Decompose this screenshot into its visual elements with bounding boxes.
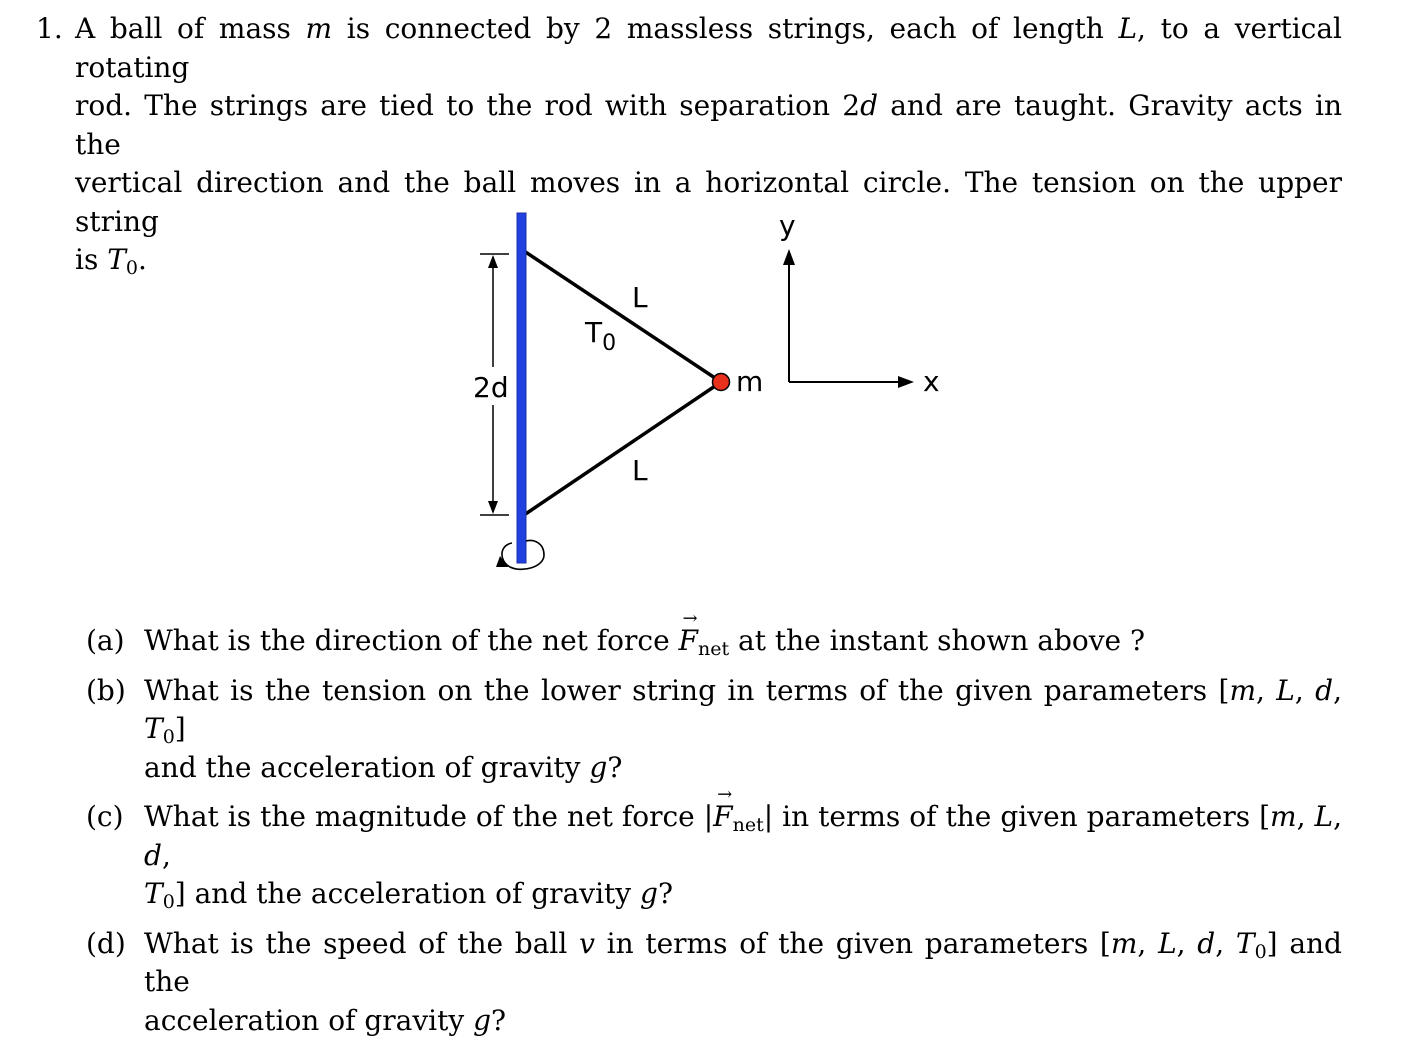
problem-line: vertical direction and the ball moves in a horizontal circle. The tension on the upper string (75, 166, 1342, 238)
question-label: (d) (86, 926, 126, 960)
problem-line: rod. The strings are tied to the rod with separation 2d and are taught. Gravity acts in the (75, 89, 1342, 161)
ball (713, 374, 730, 391)
label-T0: $T_0$ (585, 316, 617, 356)
question-label: (a) (86, 624, 125, 657)
vertical-rod (517, 213, 526, 563)
lower-string (524, 382, 721, 515)
problem-number: 1. (36, 12, 63, 45)
label-y: y (779, 209, 796, 242)
problem-line: is $T_0$. (75, 243, 147, 279)
label-2d: 2d (473, 371, 509, 404)
problem-line: A ball of mass m is connected by 2 massless strings, each of length L, to a vertical rotating (75, 12, 1342, 84)
diagram-svg (460, 205, 960, 595)
xy-axes (779, 209, 940, 398)
question-c: (c) What is the magnitude of the net force |→ $F_{net}|$ in terms of the given parameters [m, L, d, $T_0$] and the acceleration of gravity g? (86, 798, 1342, 914)
label-L-upper: L (632, 281, 648, 314)
question-a: (a) What is the direction of the net force → $F_{net}$ at the instant shown above ? (86, 622, 1342, 661)
label-L-lower: L (632, 454, 648, 487)
upper-string (524, 251, 721, 382)
questions-list (86, 622, 1342, 1051)
label-x: x (923, 365, 940, 398)
question-b: (b) What is the tension on the lower string in terms of the given parameters [m, L, d, $T_0$] and the acceleration of gravity g? (86, 673, 1342, 784)
dimension-2d (473, 254, 509, 515)
question-d: (d) What is the speed of the ball v in terms of the given parameters [m, L, d, $T_0$] and the acceleration of gravity g? (86, 926, 1342, 1037)
physics-diagram (460, 205, 960, 595)
label-m: m (736, 365, 764, 398)
question-label: (c) (86, 800, 124, 833)
question-label: (b) (86, 673, 126, 707)
